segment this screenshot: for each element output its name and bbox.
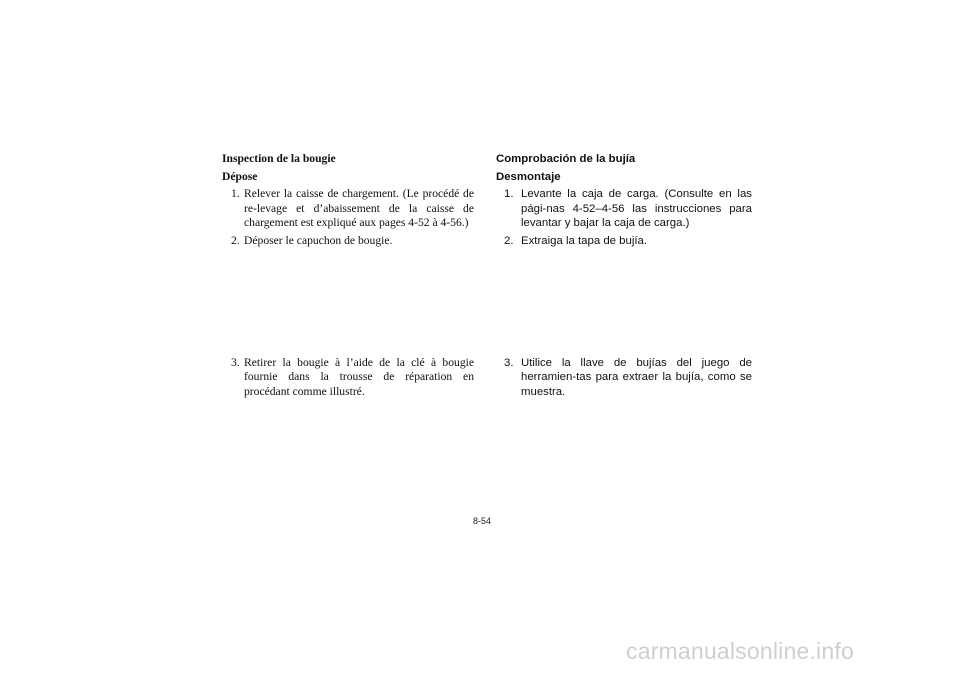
spanish-heading: Comprobación de la bujía	[496, 153, 636, 165]
spanish-steps-continued	[496, 356, 752, 399]
step-number: 2.	[504, 235, 514, 248]
spanish-column	[496, 152, 752, 403]
spanish-steps	[496, 187, 752, 248]
step-text: Utilice la llave de bujías del juego de herramien-tas para extraer la bujía, como se muestra.	[521, 357, 752, 398]
french-heading: Inspection de la bougie	[222, 152, 336, 165]
spanish-step-3	[496, 356, 752, 399]
spanish-subheading: Desmontaje	[496, 171, 561, 184]
french-step-2	[222, 234, 474, 248]
french-steps	[222, 187, 474, 248]
step-text: Levante la caja de carga. (Consulte en las pági-nas 4-52–4-56 las instrucciones para levantar y bajar la caja de carga.)	[521, 188, 752, 229]
figure-space	[222, 252, 474, 356]
french-column	[222, 152, 474, 403]
step-number: 3.	[504, 357, 514, 370]
french-step-1	[222, 187, 474, 230]
step-text: Déposer le capuchon de bougie.	[244, 234, 393, 248]
figure-space	[496, 252, 752, 356]
french-steps-continued	[222, 356, 474, 399]
step-text: Retirer la bougie à l’aide de la clé à bougie fournie dans la trousse de réparation en procédant comme illustré.	[244, 356, 474, 398]
french-step-3	[222, 356, 474, 399]
step-text: Extraiga la tapa de bujía.	[521, 235, 648, 248]
spanish-step-1	[496, 187, 752, 230]
step-number: 3.	[231, 356, 240, 370]
spanish-step-2	[496, 234, 752, 248]
step-number: 2.	[231, 234, 240, 248]
step-text: Relever la caisse de chargement. (Le procédé de re-levage et d’abaissement de la caisse de chargement est expliqué aux pages 4-52 à 4-56.)	[244, 187, 474, 229]
step-number: 1.	[231, 187, 240, 201]
watermark-logo[interactable]: carmanualsonline.info	[626, 638, 854, 664]
step-number: 1.	[504, 188, 514, 201]
french-subheading: Dépose	[222, 170, 258, 184]
page-number: 8-54	[473, 516, 492, 526]
